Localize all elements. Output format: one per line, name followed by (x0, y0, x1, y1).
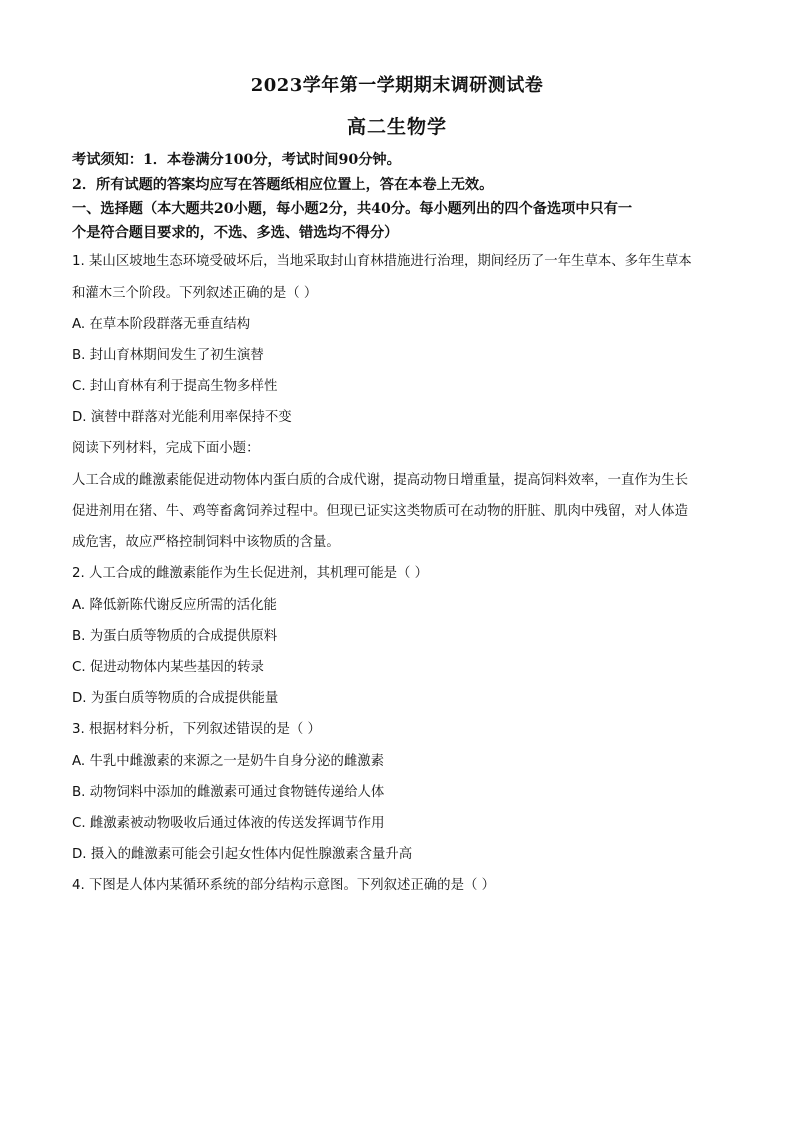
notice-line-2: 2．所有试题的答案均应写在答题纸相应位置上，答在本卷上无效。 (72, 177, 494, 193)
material-line-2: 促进剂用在猪、牛、鸡等畜禽饲养过程中。但现已证实这类物质可在动物的肝脏、肌肉中残留，对人体造 (72, 504, 688, 519)
section-heading-line-2: 个是符合题目要求的，不选、多选、错选均不得分） (72, 225, 399, 241)
material-line-1: 人工合成的雌激素能促进动物体内蛋白质的合成代谢，提高动物日增重量，提高饲料效率，一直作为生长 (72, 473, 688, 488)
notice-line-1: 考试须知：1．本卷满分100分，考试时间90分钟。 (72, 152, 401, 168)
q1-option-d: D. 演替中群落对光能利用率保持不变 (72, 410, 292, 425)
q3-option-a: A. 牛乳中雌激素的来源之一是奶牛自身分泌的雌激素 (72, 754, 385, 769)
q1-option-a: A. 在草本阶段群落无垂直结构 (72, 317, 251, 332)
subject-title: 高二生物学 (346, 116, 447, 138)
q4-stem: 4. 下图是人体内某循环系统的部分结构示意图。下列叙述正确的是（ ） (72, 878, 496, 893)
q3-stem: 3. 根据材料分析，下列叙述错误的是（ ） (72, 722, 321, 737)
material-intro: 阅读下列材料，完成下面小题： (72, 441, 260, 456)
q1-option-c: C. 封山育林有利于提高生物多样性 (72, 379, 278, 394)
q3-option-d: D. 摄入的雌激素可能会引起女性体内促性腺激素含量升高 (72, 847, 413, 862)
material-line-3: 成危害，故应严格控制饲料中该物质的含量。 (72, 535, 340, 550)
q2-option-a: A. 降低新陈代谢反应所需的活化能 (72, 598, 277, 613)
q2-option-d: D. 为蛋白质等物质的合成提供能量 (72, 691, 279, 706)
q1-stem-line-1: 1. 某山区坡地生态环境受破坏后，当地采取封山育林措施进行治理，期间经历了一年生草本、多年生草本 (72, 254, 692, 269)
q1-option-b: B. 封山育林期间发生了初生演替 (72, 348, 264, 363)
q1-stem-line-2: 和灌木三个阶段。下列叙述正确的是（ ） (72, 286, 318, 301)
q2-stem: 2. 人工合成的雌激素能作为生长促进剂，其机理可能是（ ） (72, 566, 429, 581)
q2-option-b: B. 为蛋白质等物质的合成提供原料 (72, 629, 278, 644)
q2-option-c: C. 促进动物体内某些基因的转录 (72, 660, 264, 675)
exam-title: 2023学年第一学期期末调研测试卷 (250, 75, 544, 96)
q3-option-c: C. 雌激素被动物吸收后通过体液的传送发挥调节作用 (72, 816, 385, 831)
q3-option-b: B. 动物饲料中添加的雌激素可通过食物链传递给人体 (72, 785, 385, 800)
section-heading-line-1: 一、选择题（本大题共20小题，每小题2分，共40分。每小题列出的四个备选项中只有一 (72, 201, 633, 217)
